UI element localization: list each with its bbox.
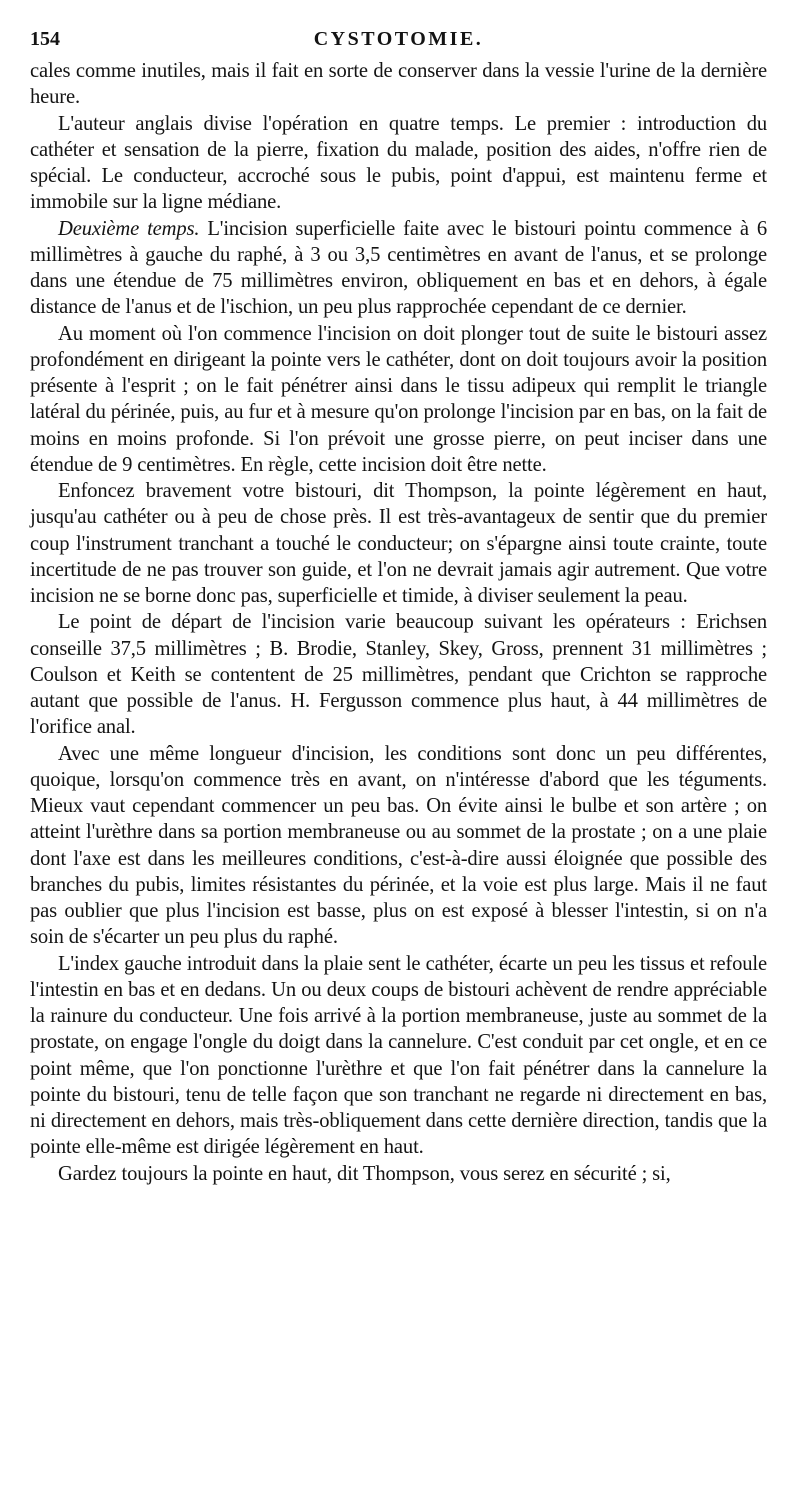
paragraph-text: Le point de départ de l'incision varie beaucoup suivant les opérateurs : Erichsen conseille 37,5 millimètres ; B. Brodie, Stanley, Skey, Gross, prennent 31 millimètres ; Coulson et Keith se contentent de 25 millimètres, pendant que Crichton se rapproche autant que possible de l'anus. H. Fergusson commence plus haut, à 44 millimètres de l'orifice anal. — [30, 611, 767, 739]
paragraph-text: L'index gauche introduit dans la plaie sent le cathéter, écarte un peu les tissus et refoule l'intestin en bas et en dedans. Un ou deux coups de bistouri achèvent de rendre appréciable la rainure du conducteur. Une fois arrivé à la portion membraneuse, juste au sommet de la prostate, on engage l'ongle du doigt dans la cannelure. C'est conduit par cet ongle, et en ce point même, que l'on ponctionne l'urèthre et que l'on fait pénétrer dans la cannelure la pointe du bistouri, tenu de telle façon que son tranchant ne regarde ni directement en bas, ni directement en dehors, mais très-obliquement dans cette dernière direction, tandis que la pointe elle-même est dirigée légèrement en haut. — [30, 952, 767, 1159]
paragraph — [30, 478, 767, 609]
paragraph — [30, 1161, 767, 1187]
paragraph-text: cales comme inutiles, mais il fait en sorte de conserver dans la vessie l'urine de la dernière heure. — [30, 60, 767, 109]
page-number: 154 — [30, 28, 60, 50]
paragraph — [30, 216, 767, 321]
paragraph-text: Avec une même longueur d'incision, les conditions sont donc un peu différentes, quoique, lorsqu'on commence très en avant, on n'intéresse d'abord que les téguments. Mieux vaut cependant commencer un peu bas. On évite ainsi le bulbe et son artère ; on atteint l'urèthre dans sa portion membraneuse ou au sommet de la prostate ; on a une plaie dont l'axe est dans les meilleures conditions, c'est-à-dire aussi éloignée que possible des branches du pubis, limites résistantes du périnée, et la voie est plus large. Mais il ne faut pas oublier que plus l'incision est basse, plus on est exposé à blesser l'intestin, si on n'a soin de s'écarter un peu plus du raphé. — [30, 742, 767, 949]
paragraph — [30, 58, 767, 111]
paragraph — [30, 111, 767, 216]
body-text — [30, 58, 767, 1187]
running-title: CYSTOTOMIE. — [313, 28, 484, 50]
section-heading: Deuxième temps. — [58, 217, 200, 240]
paragraph — [30, 321, 767, 479]
book-page — [30, 28, 767, 1187]
page-header — [30, 28, 767, 58]
paragraph-text: Au moment où l'on commence l'incision on doit plonger tout de suite le bistouri assez profondément en dirigeant la pointe vers le cathéter, dont on doit toujours avoir la position présente à l'esprit ; on le fait pénétrer ainsi dans le tissu adipeux qui remplit le triangle latéral du périnée, puis, au fur et à mesure qu'on prolonge l'incision par en bas, on la fait de moins en moins profonde. Si l'on prévoit une grosse pierre, on peut inciser dans une étendue de 9 centimètres. En règle, cette incision doit être nette. — [30, 322, 767, 476]
paragraph-text: L'auteur anglais divise l'opération en quatre temps. Le premier : introduction du cathéter et sensation de la pierre, fixation du malade, position des aides, n'offre rien de spécial. Le conducteur, accroché sous le pubis, point d'appui, est maintenu ferme et immobile sur la ligne médiane. — [30, 112, 767, 214]
paragraph-text: Enfoncez bravement votre bistouri, dit Thompson, la pointe légèrement en haut, jusqu'au cathéter ou à peu de chose près. Il est très-avantageux de sentir que du premier coup l'instrument tranchant a touché le conducteur; on s'épargne ainsi toute crainte, toute incertitude de ne pas trouver son guide, et l'on ne devrait jamais agir autrement. Que votre incision ne se borne donc pas, superficielle et timide, à diviser seulement la peau. — [30, 480, 767, 607]
paragraph-text: L'incision superficielle faite avec le bistouri pointu commence à 6 millimètres à gauche du raphé, à 3 ou 3,5 centimètres en avant de l'anus, et se prolonge dans une étendue de 75 millimètres environ, obliquement en bas et en dehors, à égale distance de l'anus et de l'ischion, un peu plus rapprochée cependant de ce dernier. — [30, 217, 767, 319]
paragraph — [30, 609, 767, 740]
paragraph-text: Gardez toujours la pointe en haut, dit Thompson, vous serez en sécurité ; si, — [58, 1162, 671, 1185]
paragraph — [30, 741, 767, 951]
paragraph — [30, 951, 767, 1161]
